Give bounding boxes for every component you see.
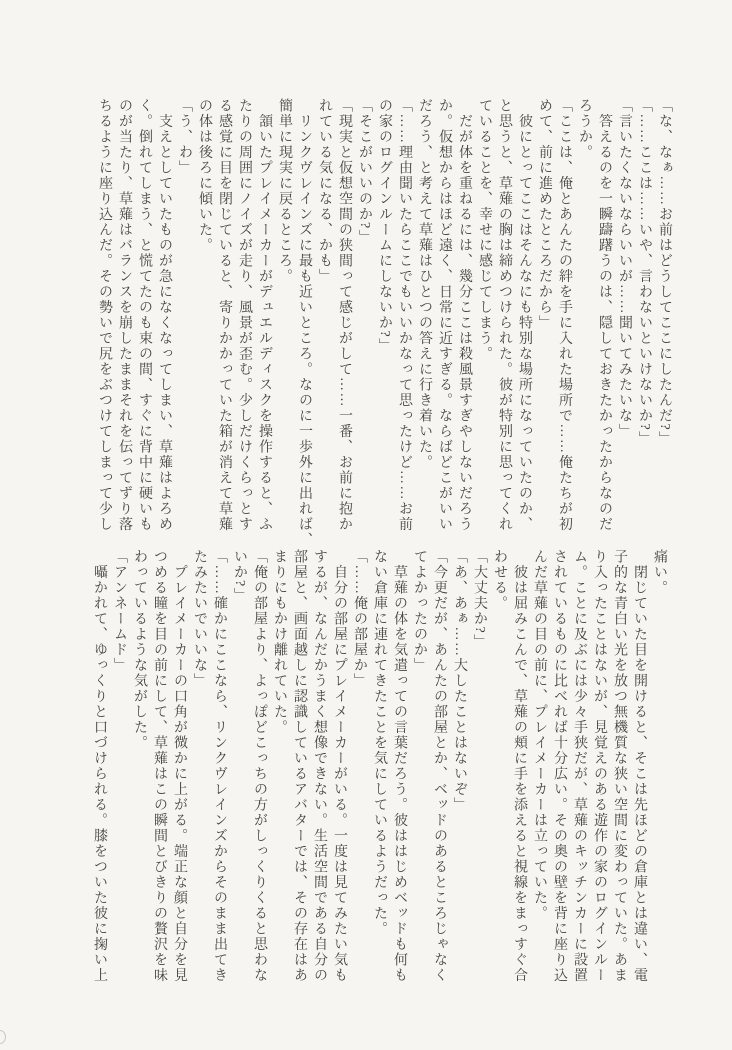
text-column: てよかったのか」 <box>412 549 427 673</box>
text-column: か。仮想からはほど遠く、日常に近すぎる。ならばどこがいい <box>437 98 452 532</box>
text-column: ム。ことに及ぶには少々手狭だが、草薙のキッチンカーに設置 <box>572 549 587 983</box>
text-column: る感覚に目を閉じていると、寄りかかっていた箱が消えて草薙 <box>217 98 232 532</box>
text-column: 「……俺の部屋か」 <box>352 549 367 689</box>
text-column: 「ここは、俺とあんたの絆を手に入れた場所で……俺たちが初 <box>557 98 572 532</box>
text-column: ちるように座り込んだ。その勢いで尻をぶつけてしまって少し <box>97 98 112 532</box>
text-column: プレイメーカーの口角が微かに上がる。端正な顔と自分を見 <box>172 549 187 983</box>
text-column: 「……理由聞いたらここでもいいかなって思ったけど……お前 <box>397 98 412 532</box>
text-column: 痛い。 <box>652 549 667 596</box>
text-column: するが、なんだかうまく想像できない。生活空間である自分の <box>312 549 327 983</box>
text-column: わせる。 <box>492 549 507 611</box>
text-column: 「アンネームド」 <box>112 549 127 673</box>
text-column: いか?」 <box>232 549 247 604</box>
text-column: わっているような気がした。 <box>132 549 147 751</box>
text-column: 頷いたプレイメーカーがデュエルディスクを操作すると、ふ <box>257 98 272 532</box>
text-column: 部屋と、画面越しに認識しているアバターでは、その存在はあ <box>292 549 307 983</box>
text-column: 自分の部屋にプレイメーカーがいる。一度は見てみたい気も <box>332 549 347 983</box>
text-column: 閉じていた目を開けると、そこは先ほどの倉庫とは違い、電 <box>632 549 647 983</box>
text-column: 「そこがいいのか?」 <box>357 98 372 246</box>
text-column: だろう、と考えて草薙はひとつの答えに行き着いた。 <box>417 98 432 470</box>
text-column: 「あ、あぁ……大したことはないぞ」 <box>452 549 467 813</box>
text-column: 答えるのを一瞬躊躇うのは、隠しておきたかったからなのだ <box>597 98 612 532</box>
text-column: の体は後ろに傾いた。 <box>197 98 212 253</box>
text-column: 「……確かにここなら、リンクヴレインズからそのまま出てき <box>212 549 227 983</box>
text-column: たりの周囲にノイズが走り、風景が歪む。少しだけくらっとす <box>237 98 252 532</box>
text-column: 草薙の体を気遣っての言葉だろう。彼ははじめベッドも何も <box>392 549 407 983</box>
text-column: 囁かれて、ゆっくりと口づけられる。膝をついた彼に掬い上 <box>92 549 107 983</box>
text-column: 簡単に現実に戻るところ。 <box>277 98 292 284</box>
text-column: んだ草薙の目の前に、プレイメーカーは立っていた。 <box>532 549 547 921</box>
text-column: つめる瞳を目の前にして、草薙はこの瞬間とびきりの贅沢を味 <box>152 549 167 983</box>
text-column: ろうか。 <box>577 98 592 160</box>
text-column: の家のログインルームにしないか?」 <box>377 98 392 354</box>
text-column: り入ったことはないが、見覚えのある遊作の家のログインルー <box>592 549 607 983</box>
text-column: めて、前に進めたところだから」 <box>537 98 552 331</box>
text-block-bottom <box>89 549 669 985</box>
page-corner-mark <box>0 1030 6 1044</box>
text-column: 「俺の部屋より、よっぽどこっちの方がしっくりくると思わな <box>252 549 267 983</box>
text-block-top <box>94 98 674 548</box>
text-column: れている気になる、かも」 <box>317 98 332 284</box>
text-column: 「大丈夫か?」 <box>472 549 487 650</box>
text-column: 彼にとってここはそんなにも特別な場所になっていたのか、 <box>517 98 532 532</box>
text-column: ていることを、幸せに感じてしまう。 <box>477 98 492 362</box>
text-column: と思うと、草薙の胸は締めつけられた。彼が特別に思ってくれ <box>497 98 512 532</box>
text-column: まりにもかけ離れていた。 <box>272 549 287 735</box>
text-column: 「言いたくないならいいが……聞いてみたいな」 <box>617 98 632 439</box>
text-column: リンクヴレインズに最も近いところ。なのに一歩外に出れば、 <box>297 98 312 548</box>
text-column: 「う、わ」 <box>177 98 192 176</box>
text-column: だが体を重ねるには、幾分ここは殺風景すぎやしないだろう <box>457 98 472 532</box>
text-column: く。倒れてしまう、と慌てたのも束の間、すぐに背中に硬いも <box>137 98 152 532</box>
text-column: 「な、なぁ……お前はどうしてここにしたんだ?」 <box>657 98 672 447</box>
text-column: 彼は屈みこんで、草薙の頬に手を添えると視線をまっすぐ合 <box>512 549 527 983</box>
text-column: されているものに比べれば十分広い。その奥の壁を背に座り込 <box>552 549 567 983</box>
text-column: のが当たり、草薙はバランスを崩したままそれを伝ってずり落 <box>117 98 132 532</box>
text-column: 「今更だが、あんたの部屋とか、ベッドのあるところじゃなく <box>432 549 447 983</box>
text-column: 「現実と仮想空間の狭間って感じがして……一番、お前に抱か <box>337 98 352 532</box>
text-column: 支えとしていたものが急になくなってしまい、草薙はよろめ <box>157 98 172 532</box>
text-column: ない倉庫に連れてきたことを気にしているようだった。 <box>372 549 387 937</box>
text-column: 「……ここは……いや、言わないといけないか?」 <box>637 98 652 447</box>
text-column: たみたいでいいな」 <box>192 549 207 689</box>
text-column: 子的な青白い光を放つ無機質な狭い空間に変わっていた。あま <box>612 549 627 983</box>
